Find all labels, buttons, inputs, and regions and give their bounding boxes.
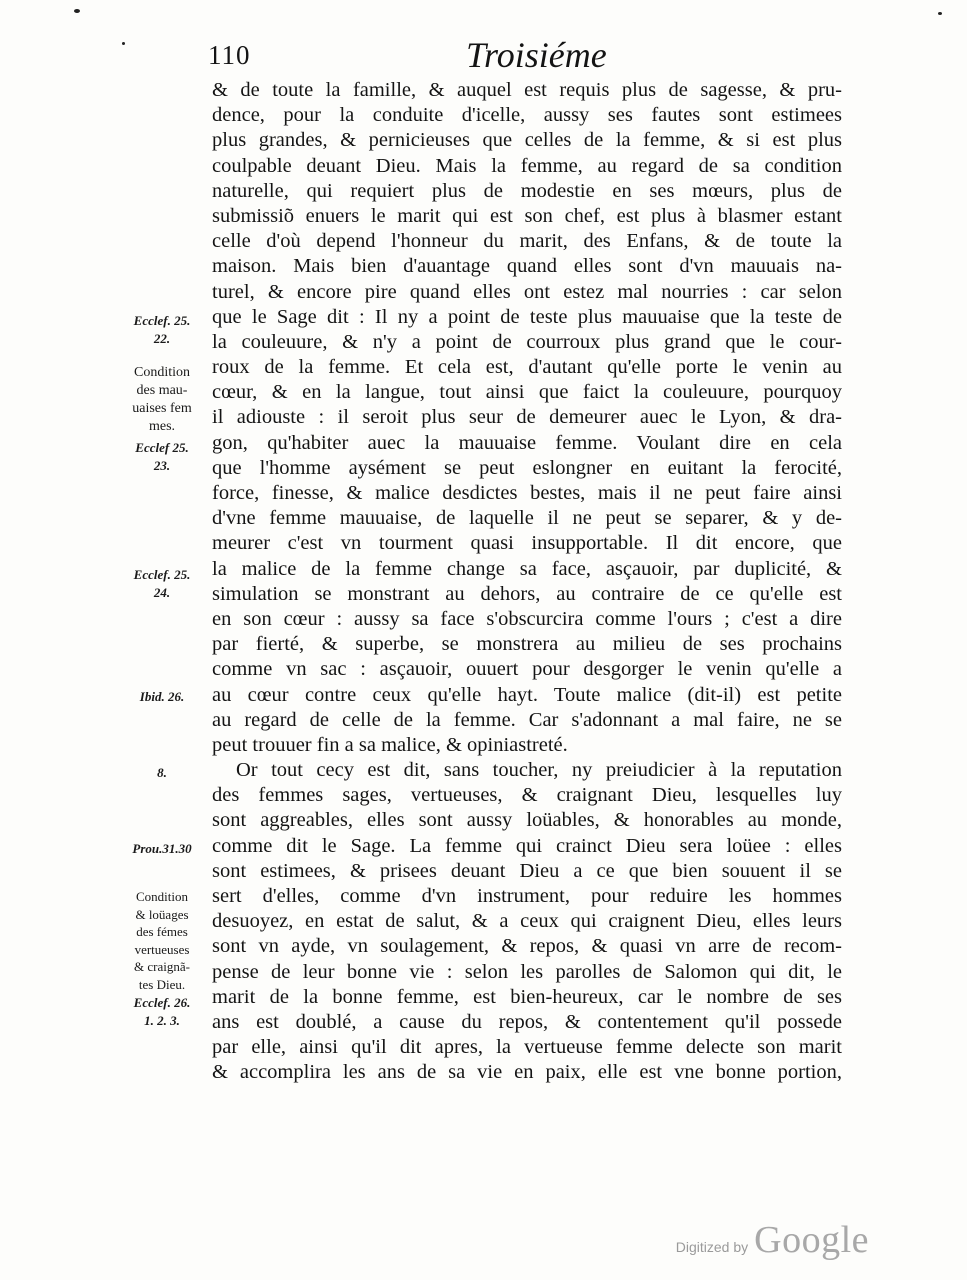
margin-note-line: des mau- [136, 383, 188, 398]
margin-note-line: Condition [135, 889, 188, 904]
margin-citation [120, 994, 204, 1030]
margin-note-line: Ecclef. 26. [133, 995, 191, 1010]
text-line: desuoyez, en estat de salut, & a ceux qui craignent Dieu, elles leurs [212, 910, 842, 933]
text-line: & de toute la famille, & auquel est requis plus de sagesse, & pru- [212, 79, 842, 101]
text-line: plus grandes, & pernicieuses que celles de la femme, & si est plus [212, 129, 842, 152]
margin-citation [120, 764, 204, 782]
text-line: la malice de la femme change sa face, asçauoir, par duplicité, & [212, 557, 842, 580]
text-line: coulpable deuant Dieu. Mais la femme, au regard de sa condition [212, 154, 842, 177]
text-line: sert d'elles, comme d'vn instrument, pour reduire les hommes [212, 885, 842, 907]
margin-note-line: Ibid. 26. [139, 689, 185, 704]
page-header [208, 34, 848, 78]
text-line: force, finesse, & malice desdictes bestes, mais il ne peut faire ainsi [212, 482, 842, 504]
margin-gloss [120, 364, 204, 436]
margin-gloss [120, 888, 204, 993]
text-line: d'vne femme mauuaise, de laquelle il ne peut se separer, & y de- [212, 507, 842, 530]
margin-citation [120, 566, 204, 602]
text-line: Or tout cecy est dit, sans toucher, ny preiudicier à la reputation [236, 759, 842, 782]
text-line: gon, qu'habiter auec la mauuaise femme. Voulant dire en cela [212, 431, 842, 454]
margin-citation [120, 439, 204, 475]
text-line: en son cœur : aussy sa face s'obscurcira comme l'ours ; c'est a dire [212, 607, 842, 630]
text-line: comme vn sac : asçauoir, ouuert pour desgorger le venin qu'elle a [212, 658, 842, 681]
margin-note-line: & craignã- [134, 959, 190, 974]
text-line: au regard de celle de la femme. Car s'adonnant a mal faire, ne se [212, 708, 842, 731]
text-line: que le Sage dit : Il ny a point de teste plus mauuaise que la teste de [212, 305, 842, 328]
margin-note-line: 22. [153, 331, 171, 346]
margin-note-line: & loüages [135, 906, 189, 922]
page-speck [938, 12, 942, 15]
text-line: par elle, ainsi qu'il dit apres, la vertueuse femme delecte son marit [212, 1036, 842, 1059]
text-line: sont aggreables, elles sont aussy loüables, & honorables au monde, [212, 809, 842, 832]
text-line: roux de la femme. Et cela est, d'autant qu'elle porte le venin au [212, 356, 842, 379]
margin-citation [120, 688, 204, 706]
margin-note-line: Prou.31.30 [132, 841, 192, 856]
text-line: sont estimees, & prisees deuant Dieu a ce que bien souuent il se [212, 859, 842, 882]
margin-note-line: 24. [153, 585, 171, 600]
page-number: 110 [208, 40, 251, 70]
margin-note-line: Condition [133, 365, 190, 380]
text-line: simulation se monstrant au dehors, au contraire de ce qu'elle est [212, 582, 842, 605]
text-line: meurer c'est vn tourment quasi insupportable. Il dit encore, que [212, 532, 842, 555]
text-line: comme dit le Sage. La femme qui crainct Dieu sera loüee : elles [212, 834, 842, 857]
text-line: cœur, & en la langue, tout ainsi que faict la couleuure, pourquoy [212, 381, 842, 404]
text-line: & accomplira les ans de sa vie en paix, elle est vne bonne portion, [212, 1061, 842, 1084]
margin-note-line: Ecclef 25. [135, 440, 189, 455]
text-line: peut trouuer fin a sa malice, & opiniastreté. [212, 733, 568, 756]
text-line: turel, & encore pire quand elles ont estez mal nourries : car selon [212, 280, 842, 303]
margin-note-line: 23. [153, 458, 171, 473]
margin-note-line: mes. [148, 419, 176, 434]
text-line: naturelle, qui requiert plus de modestie en ses mœurs, plus de [212, 179, 842, 202]
margin-note-line: tes Dieu. [138, 976, 186, 992]
margin-citation [118, 840, 206, 858]
text-line: il adiouste : il seroit plus seur de demeurer auec le Lyon, & dra- [212, 406, 842, 429]
margin-note-line: 1. 2. 3. [144, 1013, 180, 1028]
digitized-label: Digitized by [675, 1239, 749, 1255]
google-logo: Google [754, 1219, 869, 1261]
margin-note-line: Ecclef. 25. [133, 567, 191, 582]
text-line: au cœur contre ceux qu'elle hayt. Toute malice (dit-il) est petite [212, 683, 842, 706]
text-line: sont vn ayde, vn soulagement, & repos, & quasi vn arre de recom- [212, 935, 842, 958]
text-line: par fierté, & superbe, se monstrera au milieu de ses prochains [212, 633, 842, 656]
text-line: marit de la bonne femme, est bien-heureux, car le nombre de ses [212, 985, 842, 1008]
margin-note-line: des fémes [136, 924, 188, 939]
text-line: des femmes sages, vertueuses, & craignant Dieu, lesquelles luy [212, 784, 842, 807]
page-speck [74, 9, 80, 13]
text-line: ans est doublé, a cause du repos, & contentement qu'il possede [212, 1010, 842, 1033]
body-text [212, 78, 842, 1086]
running-title: Troisiéme [466, 35, 607, 75]
text-line: dence, pour la conduite d'icelle, aussy ses fautes sont estimees [212, 104, 842, 127]
text-line: que l'homme aysément se peut eslongner en euitant la ferocité, [212, 456, 842, 479]
text-line: la couleuure, & n'y a point de courroux plus grand que le cour- [212, 330, 842, 353]
margin-note-line: uaises fem [132, 401, 192, 416]
page-speck [122, 42, 125, 45]
margin-citation [120, 312, 204, 348]
digitized-watermark [676, 1218, 869, 1262]
margin-note-line: Ecclef. 25. [133, 313, 191, 328]
text-line: maison. Mais bien d'auantage quand elles sont d'vn mauuais na- [212, 255, 842, 278]
text-line: submissiõ enuers le marit qui est son chef, est plus à blasmer estant [212, 204, 842, 227]
text-line: celle d'où depend l'honneur du marit, des Enfans, & de toute la [212, 230, 842, 253]
text-line: pense de leur bonne vie : selon les parolles de Salomon qui dit, le [212, 960, 842, 983]
margin-note-line: vertueuses [134, 941, 190, 957]
margin-note-line: 8. [157, 765, 167, 780]
